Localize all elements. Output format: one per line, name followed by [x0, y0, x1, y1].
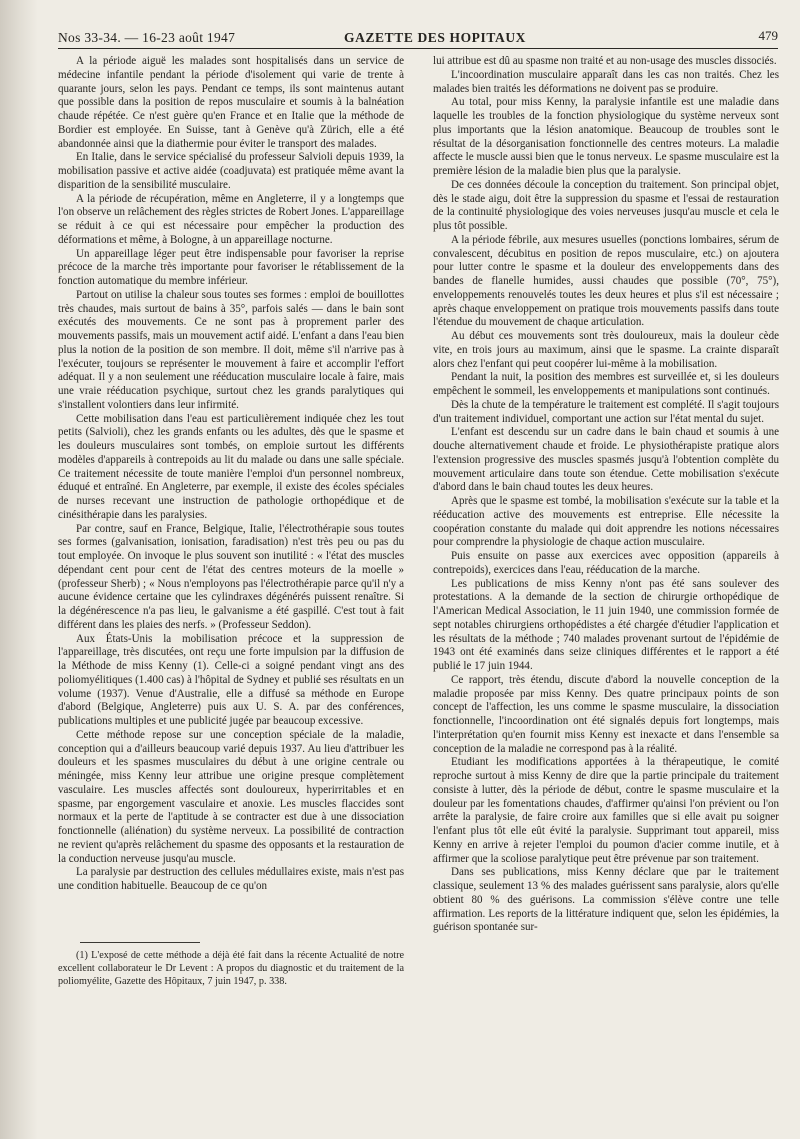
paragraph: Par contre, sauf en France, Belgique, Italie, l'électrothérapie sous toutes ses formes (galvanisation, ionisation, faradisation) n'est très peu ou pas du tout employée. On invoque le plus souvent son inutilité : « l'état des muscles dépendant cent pour cent de l'état des centres moteurs de la moelle » (professeur Sherb) ; « Nous n'employons pas l'électrothérapie parce qu'il n'y a aucune évidence certaine que les cylindraxes dégénérés puissent renaître. Si la dégénérescence n'a pas lieu, le galvanisme a été gaspillé. C'est tout à fait différent dans les plaies des nerfs. » (Professeur Seddon). [58, 522, 404, 631]
paragraph: Pendant la nuit, la position des membres est surveillée et, si les douleurs empêchent le sommeil, les enveloppements et manipulations sont continués. [433, 371, 779, 397]
paragraph: Dans ses publications, miss Kenny déclare que par le traitement classique, seulement 13 % des malades guérissent sans paralysie, alors qu'elle obtient 80 % des guérisons. La commission s'élève contre une telle affirmation. Les reports de la littérature indiquent que, selon les épidémies, la guérison spontanée sur- [433, 866, 779, 934]
paragraph: L'incoordination musculaire apparaît dans les cas non traités. Chez les malades bien traités les déformations ne doivent pas se produire. [433, 68, 779, 95]
paragraph: Un appareillage léger peut être indispensable pour favoriser la reprise précoce de la marche très importante pour favoriser le rétablissement de la fonction automatique du membre inférieur. [58, 247, 404, 287]
paragraph: La paralysie par destruction des cellules médullaires existe, mais n'est pas une condition habituelle. Beaucoup de ce qu'on [58, 866, 404, 892]
footnote: (1) L'exposé de cette méthode a déjà été fait dans la récente Actualité de notre excellent collaborateur le Dr Levent : A propos du diagnostic et du traitement de la poliomyélite, Gazette des Hôpitaux, 7 juin 1947, p. 338. [58, 949, 404, 987]
paragraph: Etudiant les modifications apportées à la thérapeutique, le comité reproche surtout à miss Kenny de dire que la partie principale du traitement consiste à lutter, dès la période de début, contre le spasme musculaire et la douleur par les fomentations chaudes, d'affirmer qu'ainsi l'on prévient ou l'on arrête la paralysie, de faire croire aux familles que si elle avait pu soigner l'enfant plus tôt elle eût évité la paralysie. Supprimant tout appareil, miss Kenny en arrive à rejeter l'emploi du poumon d'acier comme inutile, et à affirmer que la scoliose paralytique peut être prévenue par son traitement. [433, 756, 779, 865]
paragraph: Aux États-Unis la mobilisation précoce et la suppression de l'appareillage, très discutées, ont reçu une forte impulsion par la diffusion de la Méthode de miss Kenny (1). Celle-ci a soigné pendant vingt ans des poliomyélitiques (1.400 cas) à l'hôpital de Sydney et publié ses résultats en un volume (1937). Venue d'Australie, elle a diffusé sa méthode en Europe d'abord (Belgique, Angleterre) puis aux U. S. A. par des conférences, publications multiples et une publicité jugée par beaucoup excessive. [58, 632, 404, 727]
paragraph: lui attribue est dû au spasme non traité et au non-usage des muscles dissociés. [433, 55, 777, 67]
page-edge-shadow [0, 0, 38, 1139]
paragraph: Cette mobilisation dans l'eau est particulièrement indiquée chez les tout petits (Salvioli), chez les grands enfants ou les adultes, dès que le spasme et les douleurs musculaires sont tombés, on emploie surtout les différents modèles d'appareils à contrepoids au lit du malade ou dans une salle spéciale. Ce traitement nécessite de toute manière l'emploi d'un personnel nombreux, éduqué et entraîné. En Angleterre, par exemple, il existe des écoles spéciales de nurses recevant une instruction de pathologie orthopédique et de cinésithérapie dans les paralysies. [58, 412, 404, 521]
paragraph: Puis ensuite on passe aux exercices avec opposition (appareils à contrepoids), exercices dans l'eau, rééducation de la marche. [433, 550, 779, 576]
running-header [58, 26, 778, 49]
paragraph: De ces données découle la conception du traitement. Son principal objet, dès le stade aigu, doit être la suppression du spasme et l'essai de restauration de la continuité physiologique des voies nerveuses jusqu'au muscle et cela le plus tôt possible. [433, 178, 779, 232]
paragraph: Au début ces mouvements sont très douloureux, mais la douleur cède vite, en trois jours au maximum, ainsi que le spasme. La crainte disparaît alors chez l'enfant qui peut coopérer lui-même à la mobilisation. [433, 330, 779, 370]
right-column [433, 55, 779, 935]
paragraph: Après que le spasme est tombé, la mobilisation s'exécute sur la table et la rééducation active des mouvements est entreprise. Elle nécessite la coopération constante du malade qui doit apprendre les notions nécessaires pour comprendre la physiologie de chaque action musculaire. [433, 495, 779, 549]
journal-title: GAZETTE DES HOPITAUX [344, 30, 527, 45]
paragraph: Au total, pour miss Kenny, la paralysie infantile est une maladie dans laquelle les troubles de la fonction physiologique du système nerveux sont plus importants que la lésion anatomique. Beaucoup de troubles sont le résultat de la désorganisation fonctionnelle des centres moteurs. La maladie affecte le muscle aussi bien que le tonus nerveux. Le spasme musculaire est la première lésion de la maladie bien plus que la paralysie. [433, 96, 779, 177]
paragraph: En Italie, dans le service spécialisé du professeur Salvioli depuis 1939, la mobilisation passive et active aidée (coadjuvata) est pratiquée même avant la disparition de la sensibilité musculaire. [58, 151, 404, 191]
paragraph: Cette méthode repose sur une conception spéciale de la maladie, conception qui a d'ailleurs beaucoup varié depuis 1937. Au lieu d'attribuer les douleurs et les spasmes musculaires du début à une origine centrale ou méningée, miss Kenny leur attribue une origine presque complètement vasculaire. Les muscles affectés sont douloureux, hyperirritables et en spasme, par engorgement vasculaire et anoxie. Les muscles flaccides sont normaux et la perte de l'aptitude à se contracter est due à une dissociation fonctionnelle (aliénation) du système nerveux. La possibilité de contraction ne revient qu'après relâchement du spasme des opposants et la restauration de la conduction nerveuse jusqu'au muscle. [58, 728, 404, 865]
left-column [58, 55, 404, 988]
paragraph: A la période fébrile, aux mesures usuelles (ponctions lombaires, sérum de convalescent, décubitus en position de repos musculaire, etc.) on ajoutera pour lutter contre le spasme et la douleur des enveloppements dans des bandes de flanelle humides, aussi chaudes que possible (70°, 75°), enveloppements renouvelés toutes les deux heures et plus s'il est nécessaire ; après chaque enveloppement on pratique trois mouvements passifs dans toute l'étendue du mouvement de chaque articulation. [433, 233, 779, 329]
footnote-rule [80, 942, 200, 943]
paragraph: L'enfant est descendu sur un cadre dans le bain chaud et soumis à une douche alternativement chaude et froide. Le physiothérapiste pratique alors l'extension progressive des muscles spasmés jusqu'à l'obtention complète du mouvement articulaire dans toute son étendue. Cette mobilisation s'exécute d'abord dans le bain chaud toutes les deux heures. [433, 426, 779, 494]
paragraph: Partout on utilise la chaleur sous toutes ses formes : emploi de bouillottes très chaudes, mais surtout de bains à 35°, parfois salés — dans le bain sont exécutés des mouvements. Ce ne sont pas à proprement parler des mouvements passifs, mais un mouvement actif aidé. L'enfant a dans l'eau bien plus la notion de la position de son membre. Il doit, même s'il n'arrive pas à l'exécuter, toujours se représenter le mouvement à faire et accomplir l'effort adéquat. Il y a non seulement une rééducation musculaire locale à faire, mais une vraie rééducation psychique, surtout chez les grands paralytiques qui s'installent volontiers dans leur infirmité. [58, 288, 404, 411]
issue-info: Nos 33-34. — 16-23 août 1947 [58, 30, 236, 45]
paragraph: Les publications de miss Kenny n'ont pas été sans soulever des protestations. A la demande de la section de chirurgie orthopédique de l'American Medical Association, le 11 juin 1940, une commission formée de sept notables chirurgiens orthopédistes a été chargée d'étudier l'application et les résultats de la méthode ; 740 malades provenant surtout de l'épidémie de 1943 ont été examinés dans seize cliniques différentes et le rapport a été publié le 17 juin 1944. [433, 577, 779, 672]
paragraph: Dès la chute de la température le traitement est complété. Il s'agit toujours d'un traitement individuel, comportant une action sur l'état mental du sujet. [433, 398, 779, 425]
paragraph: Ce rapport, très étendu, discute d'abord la nouvelle conception de la maladie proposée par miss Kenny. Des quatre principaux points de son concept de l'affection, les uns comme le spasme musculaire, la dissociation fonctionnelle, l'incoordination ont été signalés depuis fort longtemps, mais l'interprétation qu'en fournit miss Kenny est inexacte et dans l'ensemble sa conception de la maladie ne correspond pas à la réalité. [433, 673, 779, 755]
paragraph: A la période aiguë les malades sont hospitalisés dans un service de médecine infantile pendant la période d'isolement qui varie de trente à quarante jours, selon les pays. Pendant ce temps, ils sont maintenus autant que possible dans la position de repos musculaire et soumis à la balnéation chaude répétée. Ce n'est guère qu'en France et en Italie que la méthode de Bordier est employée. En Suisse, tant à Genève qu'à Zürich, elle a été abandonnée ainsi que la diathermie pour éviter le transport des malades. [58, 55, 404, 150]
page-number: 479 [758, 28, 778, 43]
paragraph: A la période de récupération, même en Angleterre, il y a longtemps que l'on observe un relâchement des règles strictes de Robert Jones. L'appareillage se réduit à ce qui est nécessaire pour empêcher la production des déformations et même, à Bologne, à un appareillage nocturne. [58, 192, 405, 246]
